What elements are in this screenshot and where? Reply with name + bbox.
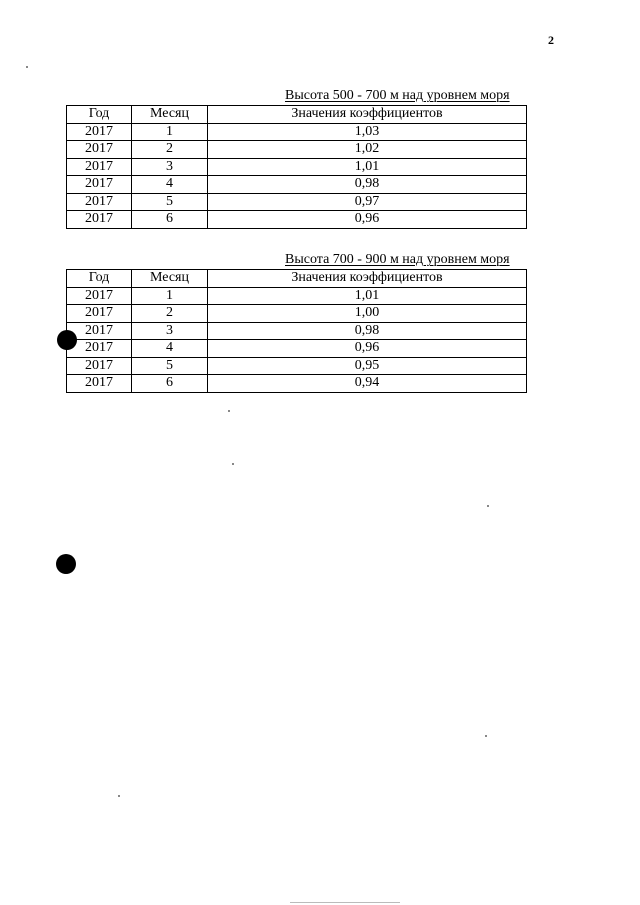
cell-year: 2017 [67,211,132,229]
header-coefficient: Значения коэффициентов [208,106,527,124]
scan-edge-line [290,902,400,903]
table-2-caption: Высота 700 - 900 м над уровнем моря [285,252,510,267]
cell-year: 2017 [67,123,132,141]
cell-month: 5 [132,193,208,211]
cell-year: 2017 [67,375,132,393]
cell-month: 6 [132,211,208,229]
scan-speck [26,66,28,68]
table-header-row [67,106,527,124]
cell-coefficient: 0,95 [208,357,527,375]
cell-year: 2017 [67,322,132,340]
table-row [67,211,527,229]
header-coefficient: Значения коэффициентов [208,270,527,288]
scan-speck [485,735,487,737]
cell-year: 2017 [67,340,132,358]
page-number: 2 [548,33,554,47]
cell-coefficient: 0,96 [208,340,527,358]
cell-coefficient: 1,01 [208,287,527,305]
cell-year: 2017 [67,305,132,323]
header-month: Месяц [132,106,208,124]
cell-year: 2017 [67,357,132,375]
cell-month: 3 [132,158,208,176]
cell-coefficient: 0,98 [208,176,527,194]
cell-month: 4 [132,340,208,358]
table-row [67,357,527,375]
cell-year: 2017 [67,176,132,194]
scan-speck [232,463,234,465]
cell-coefficient: 1,02 [208,141,527,159]
punch-hole [57,330,77,350]
cell-month: 5 [132,357,208,375]
cell-month: 2 [132,305,208,323]
coefficient-table-700-900 [66,269,527,393]
cell-coefficient: 1,03 [208,123,527,141]
cell-year: 2017 [67,193,132,211]
table-row [67,287,527,305]
header-year: Год [67,270,132,288]
scan-speck [228,410,230,412]
cell-coefficient: 1,00 [208,305,527,323]
header-month: Месяц [132,270,208,288]
cell-year: 2017 [67,287,132,305]
cell-month: 3 [132,322,208,340]
table-row [67,193,527,211]
cell-coefficient: 0,94 [208,375,527,393]
scan-speck [118,795,120,797]
cell-coefficient: 0,97 [208,193,527,211]
cell-coefficient: 0,98 [208,322,527,340]
table-row [67,176,527,194]
cell-coefficient: 1,01 [208,158,527,176]
cell-month: 6 [132,375,208,393]
table-row [67,141,527,159]
cell-month: 1 [132,123,208,141]
coefficient-table-500-700 [66,105,527,229]
cell-month: 4 [132,176,208,194]
cell-coefficient: 0,96 [208,211,527,229]
table-1-caption: Высота 500 - 700 м над уровнем моря [285,88,510,103]
punch-hole [56,554,76,574]
cell-month: 2 [132,141,208,159]
table-row [67,340,527,358]
scan-speck [487,505,489,507]
cell-month: 1 [132,287,208,305]
cell-year: 2017 [67,158,132,176]
table-row [67,305,527,323]
table-row [67,375,527,393]
cell-year: 2017 [67,141,132,159]
table-row [67,123,527,141]
table-row [67,322,527,340]
table-row [67,158,527,176]
header-year: Год [67,106,132,124]
table-header-row [67,270,527,288]
